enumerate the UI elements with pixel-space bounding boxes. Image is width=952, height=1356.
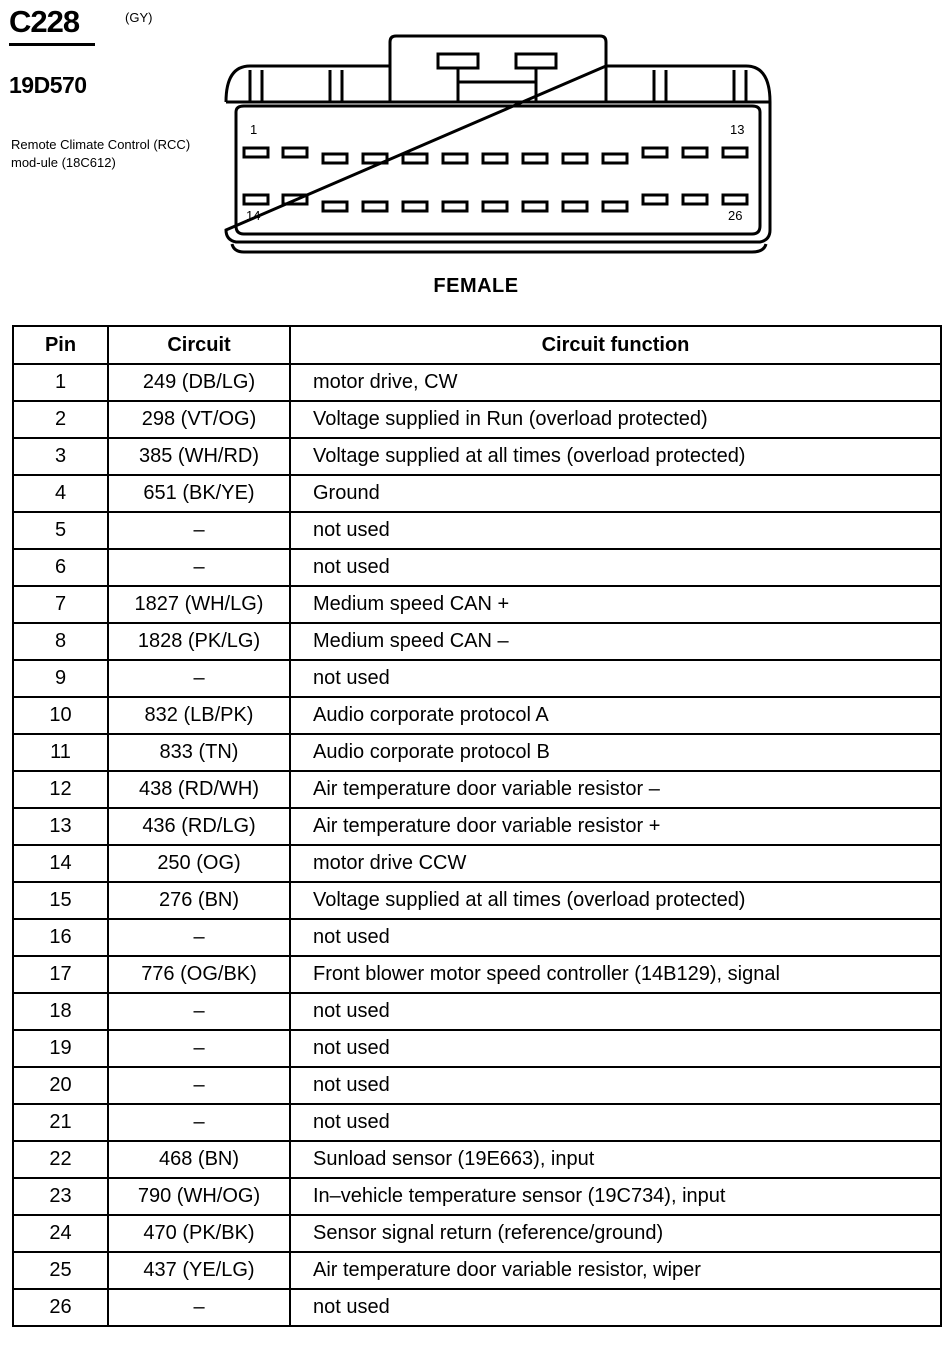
function-cell: not used	[290, 919, 941, 956]
pin-cell: 16	[13, 919, 108, 956]
pin-label-top-right: 13	[730, 122, 745, 137]
circuit-cell: 468 (BN)	[108, 1141, 290, 1178]
connector-face-diagram	[220, 30, 780, 260]
circuit-cell: 436 (RD/LG)	[108, 808, 290, 845]
table-row	[13, 586, 941, 623]
circuit-cell: 776 (OG/BK)	[108, 956, 290, 993]
pin-cell: 4	[13, 475, 108, 512]
circuit-cell: 250 (OG)	[108, 845, 290, 882]
table-row	[13, 845, 941, 882]
circuit-cell: –	[108, 1104, 290, 1141]
connector-gender: FEMALE	[433, 275, 519, 297]
pinout-table	[12, 325, 942, 1327]
function-cell: Voltage supplied at all times (overload protected)	[290, 438, 941, 475]
table-row	[13, 623, 941, 660]
function-cell: Audio corporate protocol B	[290, 734, 941, 771]
connector-id: C228	[9, 4, 80, 39]
pin-cell: 11	[13, 734, 108, 771]
table-row	[13, 771, 941, 808]
function-cell: Medium speed CAN +	[290, 586, 941, 623]
module-description: Remote Climate Control (RCC) mod-ule (18C612)	[11, 137, 191, 170]
function-cell: not used	[290, 1030, 941, 1067]
pin-cell: 23	[13, 1178, 108, 1215]
function-cell: In–vehicle temperature sensor (19C734), input	[290, 1178, 941, 1215]
function-cell: Voltage supplied in Run (overload protected)	[290, 401, 941, 438]
pin-cell: 10	[13, 697, 108, 734]
header-circuit-function: Circuit function	[290, 326, 941, 364]
circuit-cell: 249 (DB/LG)	[108, 364, 290, 401]
function-cell: Ground	[290, 475, 941, 512]
table-row	[13, 660, 941, 697]
function-cell: Air temperature door variable resistor +	[290, 808, 941, 845]
pin-cell: 26	[13, 1289, 108, 1326]
table-row	[13, 734, 941, 771]
header-pin: Pin	[13, 326, 108, 364]
table-row	[13, 993, 941, 1030]
pin-cell: 22	[13, 1141, 108, 1178]
circuit-cell: –	[108, 549, 290, 586]
function-cell: Air temperature door variable resistor, wiper	[290, 1252, 941, 1289]
table-row	[13, 475, 941, 512]
table-row	[13, 549, 941, 586]
circuit-cell: 833 (TN)	[108, 734, 290, 771]
function-cell: not used	[290, 1289, 941, 1326]
table-row	[13, 919, 941, 956]
header-circuit: Circuit	[108, 326, 290, 364]
table-header-row	[13, 326, 941, 364]
pin-cell: 3	[13, 438, 108, 475]
part-number: 19D570	[9, 72, 87, 98]
pin-cell: 9	[13, 660, 108, 697]
pin-cell: 6	[13, 549, 108, 586]
table-row	[13, 1215, 941, 1252]
circuit-cell: 438 (RD/WH)	[108, 771, 290, 808]
circuit-cell: 385 (WH/RD)	[108, 438, 290, 475]
table-row	[13, 364, 941, 401]
connector-color: (GY)	[125, 10, 153, 25]
function-cell: motor drive, CW	[290, 364, 941, 401]
function-cell: not used	[290, 1104, 941, 1141]
table-row	[13, 1030, 941, 1067]
table-row	[13, 808, 941, 845]
circuit-cell: –	[108, 919, 290, 956]
pin-cell: 19	[13, 1030, 108, 1067]
table-row	[13, 1067, 941, 1104]
pin-cell: 15	[13, 882, 108, 919]
pin-cell: 25	[13, 1252, 108, 1289]
table-row	[13, 401, 941, 438]
pin-cell: 8	[13, 623, 108, 660]
table-row	[13, 882, 941, 919]
function-cell: Front blower motor speed controller (14B129), signal	[290, 956, 941, 993]
function-cell: not used	[290, 993, 941, 1030]
pin-cell: 12	[13, 771, 108, 808]
pin-cell: 7	[13, 586, 108, 623]
circuit-cell: –	[108, 1030, 290, 1067]
function-cell: Voltage supplied at all times (overload protected)	[290, 882, 941, 919]
connector-id-underline	[9, 43, 95, 46]
pin-cell: 24	[13, 1215, 108, 1252]
pin-cell: 17	[13, 956, 108, 993]
table-row	[13, 956, 941, 993]
pin-cell: 20	[13, 1067, 108, 1104]
circuit-cell: –	[108, 993, 290, 1030]
function-cell: motor drive CCW	[290, 845, 941, 882]
function-cell: not used	[290, 549, 941, 586]
table-row	[13, 1178, 941, 1215]
pin-cell: 1	[13, 364, 108, 401]
circuit-cell: 1828 (PK/LG)	[108, 623, 290, 660]
circuit-cell: 1827 (WH/LG)	[108, 586, 290, 623]
table-row	[13, 1252, 941, 1289]
circuit-cell: 790 (WH/OG)	[108, 1178, 290, 1215]
circuit-cell: 298 (VT/OG)	[108, 401, 290, 438]
pin-cell: 14	[13, 845, 108, 882]
table-row	[13, 438, 941, 475]
circuit-cell: 276 (BN)	[108, 882, 290, 919]
function-cell: Sensor signal return (reference/ground)	[290, 1215, 941, 1252]
function-cell: not used	[290, 1067, 941, 1104]
table-row	[13, 1289, 941, 1326]
table-row	[13, 697, 941, 734]
function-cell: Sunload sensor (19E663), input	[290, 1141, 941, 1178]
function-cell: Audio corporate protocol A	[290, 697, 941, 734]
pin-cell: 18	[13, 993, 108, 1030]
pin-cell: 13	[13, 808, 108, 845]
circuit-cell: 470 (PK/BK)	[108, 1215, 290, 1252]
circuit-cell: –	[108, 512, 290, 549]
pin-label-top-left: 1	[250, 122, 258, 137]
circuit-cell: –	[108, 660, 290, 697]
function-cell: Air temperature door variable resistor –	[290, 771, 941, 808]
pin-cell: 2	[13, 401, 108, 438]
function-cell: not used	[290, 660, 941, 697]
circuit-cell: 437 (YE/LG)	[108, 1252, 290, 1289]
pin-cell: 5	[13, 512, 108, 549]
table-row	[13, 512, 941, 549]
pin-cell: 21	[13, 1104, 108, 1141]
function-cell: Medium speed CAN –	[290, 623, 941, 660]
circuit-cell: –	[108, 1289, 290, 1326]
pin-label-bottom-left: 14	[246, 208, 261, 223]
table-row	[13, 1104, 941, 1141]
circuit-cell: –	[108, 1067, 290, 1104]
circuit-cell: 832 (LB/PK)	[108, 697, 290, 734]
circuit-cell: 651 (BK/YE)	[108, 475, 290, 512]
function-cell: not used	[290, 512, 941, 549]
table-row	[13, 1141, 941, 1178]
pin-label-bottom-right: 26	[728, 208, 743, 223]
